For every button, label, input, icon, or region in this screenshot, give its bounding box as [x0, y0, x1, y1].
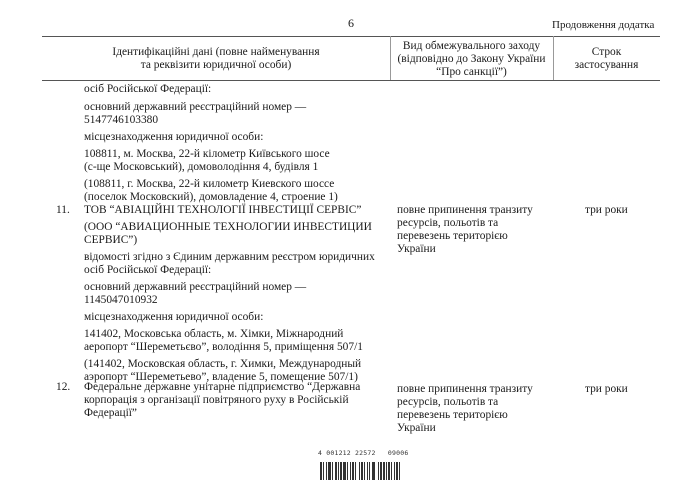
header-line: (відповідно до Закону України — [397, 53, 546, 65]
measure-text: перевезень територією — [397, 230, 508, 242]
header-line: Ідентифікаційні дані (повне найменування — [112, 46, 320, 58]
cell-text: (поселок Московский), домовладение 4, строение 1) — [84, 191, 338, 203]
barcode — [320, 458, 416, 480]
cell-text: відомості згідно з Єдиним державним реєстром юридичних — [84, 251, 375, 263]
measure-text: ресурсів, польотів та — [397, 217, 499, 229]
cell-text: місцезнаходження юридичної особи: — [84, 131, 264, 143]
cell-text: СЕРВИС”) — [84, 234, 138, 246]
term-text: три роки — [585, 204, 628, 216]
row-number: 12. — [56, 381, 71, 393]
header-measure — [390, 40, 553, 79]
measure-text: ресурсів, польотів та — [397, 396, 499, 408]
table-top-border — [42, 36, 660, 37]
header-line: застосування — [574, 59, 639, 71]
cell-text: основний державний реєстраційний номер — — [84, 281, 307, 293]
cell-text: аэропорт “Шереметьево”, владение 5, помещение 507/1) — [84, 371, 358, 383]
measure-text: України — [397, 243, 436, 255]
cell-text: аеропорт “Шереметьєво”, володіння 5, приміщення 507/1 — [84, 341, 363, 353]
cell-text: основний державний реєстраційний номер — — [84, 101, 307, 113]
cell-text: осіб Російської Федерації: — [84, 83, 212, 95]
header-line: “Про санкції”) — [436, 66, 507, 78]
cell-text: 5147746103380 — [84, 114, 159, 126]
cell-text: (с-ще Московський), домоволодіння 4, будівля 1 — [84, 161, 319, 173]
entity-name: ТОВ “АВІАЦІЙНІ ТЕХНОЛОГІЇ ІНВЕСТИЦІЇ СЕРВІС” — [84, 204, 362, 216]
term-text: три роки — [585, 383, 628, 395]
row-number: 11. — [56, 204, 70, 216]
barcode-number: 4 001212 22572 09006 — [318, 449, 409, 457]
header-identification — [42, 46, 390, 72]
measure-text: перевезень територією — [397, 409, 508, 421]
measure-text: повне припинення транзиту — [397, 204, 533, 216]
cell-text: осіб Російської Федерації: — [84, 264, 212, 276]
cell-text: Федерації” — [84, 407, 137, 419]
cell-text: 108811, м. Москва, 22-й кілометр Київського шосе — [84, 148, 330, 160]
header-term — [553, 46, 660, 72]
page-number: 6 — [348, 16, 354, 30]
cell-text: (ООО “АВИАЦИОННЫЕ ТЕХНОЛОГИИ ИНВЕСТИЦИИ — [84, 221, 372, 233]
cell-text: (108811, г. Москва, 22-й километр Киевского шоссе — [84, 178, 335, 190]
cell-text: (141402, Московская область, г. Химки, Международный — [84, 358, 362, 370]
cell-text: 1145047010932 — [84, 294, 158, 306]
cell-text: місцезнаходження юридичної особи: — [84, 311, 264, 323]
cell-text: корпорація з організації повітряного руху в Російській — [84, 394, 349, 406]
header-line: Строк — [591, 46, 622, 58]
barcode-stripe — [399, 462, 400, 480]
measure-text: повне припинення транзиту — [397, 383, 533, 395]
continuation-label: Продовження додатка — [552, 19, 655, 31]
table-header-bottom-border — [42, 80, 660, 81]
cell-text: 141402, Московська область, м. Хімки, Міжнародний — [84, 328, 344, 340]
measure-text: України — [397, 422, 436, 434]
entity-name: Федеральне державне унітарне підприємство “Державна — [84, 381, 361, 393]
header-line: та реквізити юридичної особи) — [140, 59, 292, 71]
header-line: Вид обмежувального заходу — [402, 40, 541, 52]
